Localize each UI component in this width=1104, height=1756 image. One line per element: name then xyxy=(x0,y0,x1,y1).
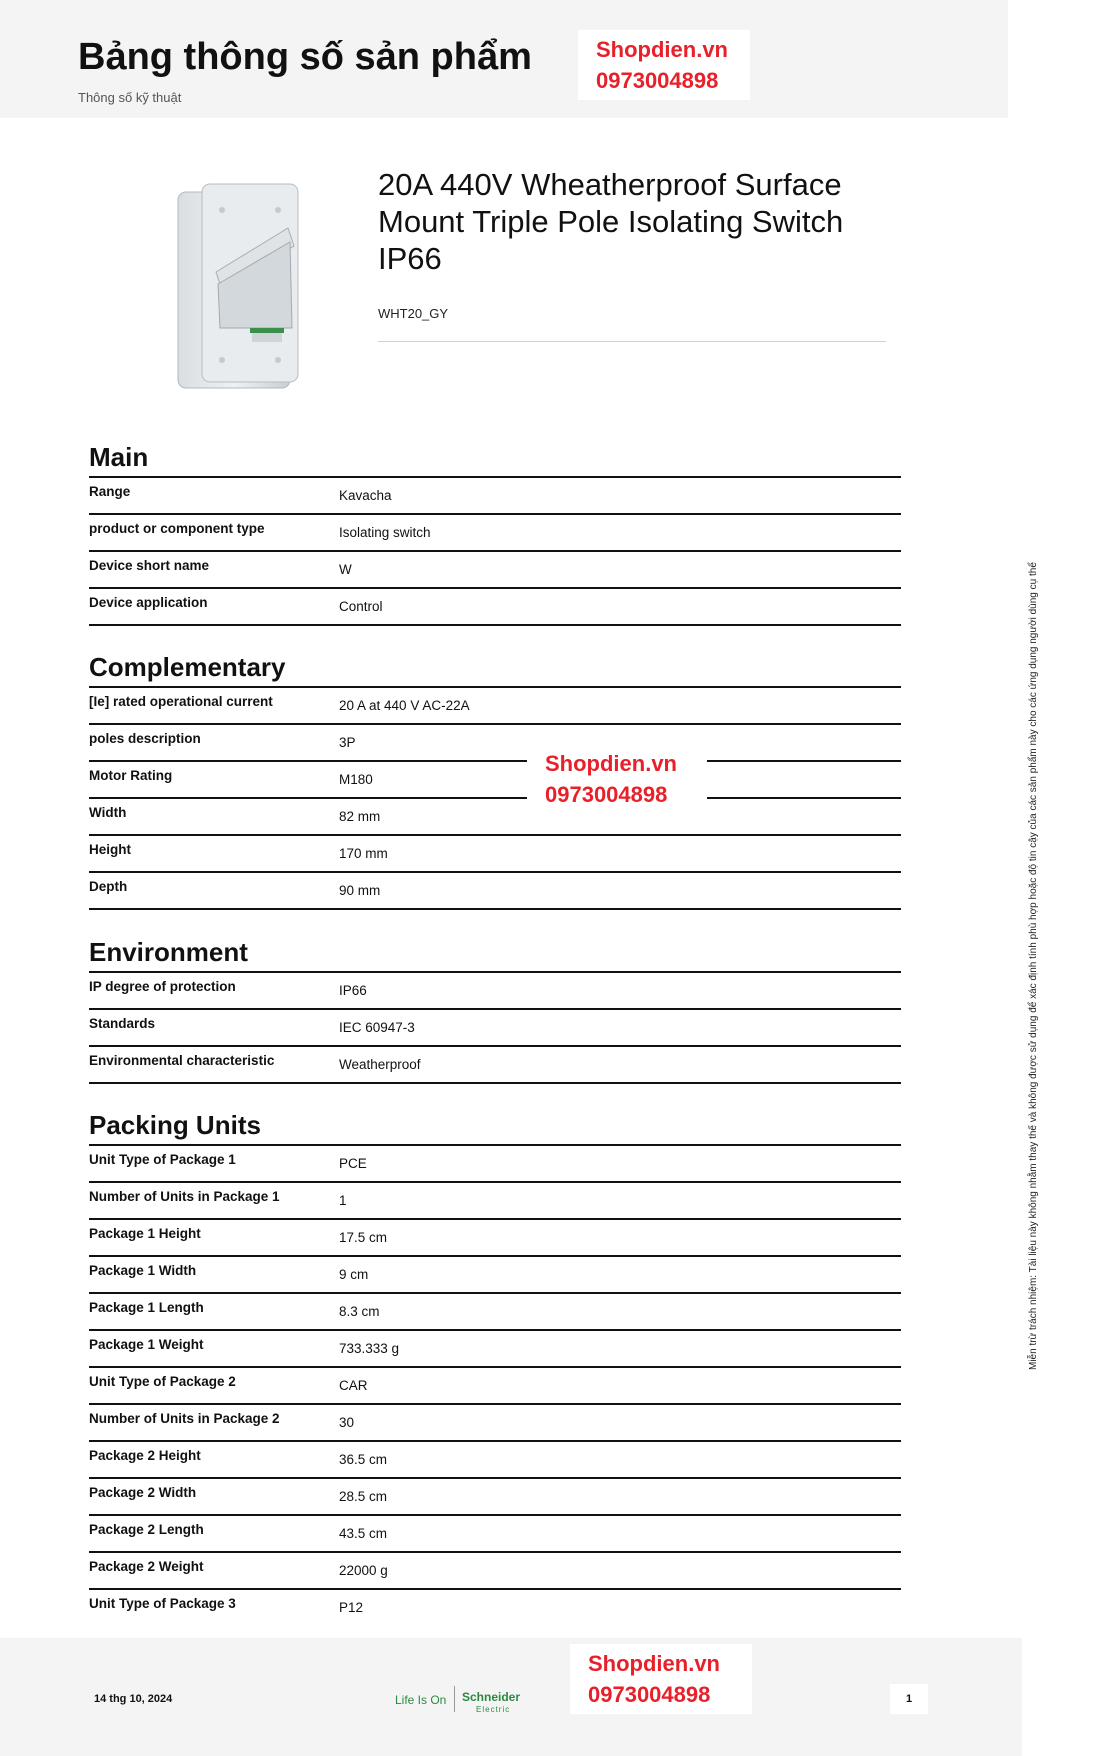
spec-label: Package 1 Length xyxy=(89,1300,204,1315)
spec-row xyxy=(89,725,901,762)
product-reference: WHT20_GY xyxy=(378,306,449,321)
spec-row xyxy=(89,1146,901,1183)
watermark-phone: 0973004898 xyxy=(596,68,719,93)
spec-label: poles description xyxy=(89,731,201,746)
spec-value: CAR xyxy=(339,1378,368,1393)
spec-label: Package 1 Height xyxy=(89,1226,201,1241)
spec-row xyxy=(89,688,901,725)
spec-label: [Ie] rated operational current xyxy=(89,694,273,709)
spec-value: IEC 60947-3 xyxy=(339,1020,415,1035)
spec-row xyxy=(89,1257,901,1294)
spec-row xyxy=(89,762,901,799)
spec-value: 36.5 cm xyxy=(339,1452,388,1467)
spec-row xyxy=(89,1516,901,1553)
spec-table xyxy=(89,476,901,626)
spec-label: Depth xyxy=(89,879,128,894)
spec-row xyxy=(89,1590,901,1625)
spec-row xyxy=(89,1183,901,1220)
spec-row xyxy=(89,1479,901,1516)
product-title: 20A 440V Wheatherproof Surface Mount Triple Pole Isolating Switch IP66 xyxy=(378,167,844,276)
spec-table xyxy=(89,1144,901,1625)
spec-value: 20 A at 440 V AC-22A xyxy=(339,698,470,713)
spec-row xyxy=(89,873,901,910)
spec-label: Package 2 Height xyxy=(89,1448,201,1463)
spec-row xyxy=(89,1442,901,1479)
spec-label: IP degree of protection xyxy=(89,979,236,994)
spec-value: Kavacha xyxy=(339,488,392,503)
spec-label: Package 2 Weight xyxy=(89,1559,204,1574)
spec-row xyxy=(89,836,901,873)
spec-row xyxy=(89,799,901,836)
section-packing-units xyxy=(89,1108,901,1625)
spec-value: 9 cm xyxy=(339,1267,369,1282)
spec-row xyxy=(89,1553,901,1590)
spec-value: Control xyxy=(339,599,383,614)
title-divider xyxy=(378,341,886,342)
spec-label: Standards xyxy=(89,1016,156,1031)
spec-row xyxy=(89,515,901,552)
section-heading: Main xyxy=(89,442,149,472)
spec-table xyxy=(89,686,901,910)
spec-label: Device application xyxy=(89,595,208,610)
spec-row xyxy=(89,1368,901,1405)
spec-value: 733.333 g xyxy=(339,1341,400,1356)
spec-label: Device short name xyxy=(89,558,210,573)
spec-label: Unit Type of Package 3 xyxy=(89,1596,236,1611)
spec-value: IP66 xyxy=(339,983,367,998)
section-heading: Environment xyxy=(89,937,248,967)
spec-row xyxy=(89,478,901,515)
spec-value: 1 xyxy=(339,1193,347,1208)
spec-value: 22000 g xyxy=(339,1563,388,1578)
spec-value: 8.3 cm xyxy=(339,1304,380,1319)
spec-label: Height xyxy=(89,842,131,857)
spec-label: Unit Type of Package 1 xyxy=(89,1152,236,1167)
spec-row xyxy=(89,589,901,626)
page-number: 1 xyxy=(890,1684,928,1714)
watermark-site: Shopdien.vn xyxy=(588,1651,720,1676)
spec-row xyxy=(89,973,901,1010)
logo-divider xyxy=(454,1686,455,1712)
spec-row xyxy=(89,1294,901,1331)
spec-value: PCE xyxy=(339,1156,367,1171)
spec-label: Package 1 Width xyxy=(89,1263,197,1278)
spec-label: Width xyxy=(89,805,127,820)
watermark-stamp-middle xyxy=(527,744,707,814)
disclaimer-text: Miễn trừ trách nhiệm: Tài liệu này không nhằm thay thế và không được sử dụng để xác định tính phù hợp hoặc độ tin cậy của các sản phẩm này cho các ứng dụng người dùng cụ thể xyxy=(1028,562,1039,1370)
spec-value: P12 xyxy=(339,1600,364,1615)
spec-label: Package 2 Width xyxy=(89,1485,197,1500)
spec-label: Motor Rating xyxy=(89,768,173,783)
spec-row xyxy=(89,1220,901,1257)
section-complementary xyxy=(89,650,901,910)
spec-label: Number of Units in Package 1 xyxy=(89,1189,280,1204)
section-heading: Complementary xyxy=(89,652,286,682)
life-is-on-tagline: Life Is On xyxy=(395,1693,447,1707)
section-heading: Packing Units xyxy=(89,1110,261,1140)
watermark-site: Shopdien.vn xyxy=(596,37,728,62)
spec-value: 30 xyxy=(339,1415,355,1430)
brand-name: Schneider xyxy=(462,1690,521,1704)
watermark-site: Shopdien.vn xyxy=(545,751,677,776)
spec-value: 3P xyxy=(339,735,356,750)
spec-row xyxy=(89,1010,901,1047)
spec-value: 90 mm xyxy=(339,883,381,898)
product-image xyxy=(170,180,310,400)
spec-value: 170 mm xyxy=(339,846,388,861)
spec-row xyxy=(89,552,901,589)
spec-label: Package 2 Length xyxy=(89,1522,204,1537)
spec-label: Environmental characteristic xyxy=(89,1053,275,1068)
section-main xyxy=(89,440,901,626)
watermark-phone: 0973004898 xyxy=(545,782,668,807)
watermark-phone: 0973004898 xyxy=(588,1682,711,1707)
spec-value: 82 mm xyxy=(339,809,381,824)
footer-date: 14 thg 10, 2024 xyxy=(94,1693,173,1705)
spec-value: 17.5 cm xyxy=(339,1230,388,1245)
spec-label: Number of Units in Package 2 xyxy=(89,1411,280,1426)
spec-row xyxy=(89,1331,901,1368)
spec-value: M180 xyxy=(339,772,373,787)
spec-label: Package 1 Weight xyxy=(89,1337,204,1352)
spec-label: product or component type xyxy=(89,521,265,536)
section-environment xyxy=(89,935,901,1084)
page-title: Bảng thông số sản phẩm xyxy=(78,36,532,78)
spec-value: 43.5 cm xyxy=(339,1526,388,1541)
spec-value: Isolating switch xyxy=(339,525,431,540)
watermark-stamp-footer xyxy=(570,1644,752,1714)
spec-table xyxy=(89,971,901,1084)
brand-sub: Electric xyxy=(476,1705,511,1714)
spec-value: 28.5 cm xyxy=(339,1489,388,1504)
spec-row xyxy=(89,1047,901,1084)
schneider-electric-logo xyxy=(462,1689,534,1715)
page-subtitle: Thông số kỹ thuật xyxy=(78,90,182,105)
spec-value: W xyxy=(339,562,352,577)
spec-label: Range xyxy=(89,484,131,499)
watermark-stamp-header xyxy=(578,30,750,100)
spec-row xyxy=(89,1405,901,1442)
spec-value: Weatherproof xyxy=(339,1057,421,1072)
spec-label: Unit Type of Package 2 xyxy=(89,1374,236,1389)
